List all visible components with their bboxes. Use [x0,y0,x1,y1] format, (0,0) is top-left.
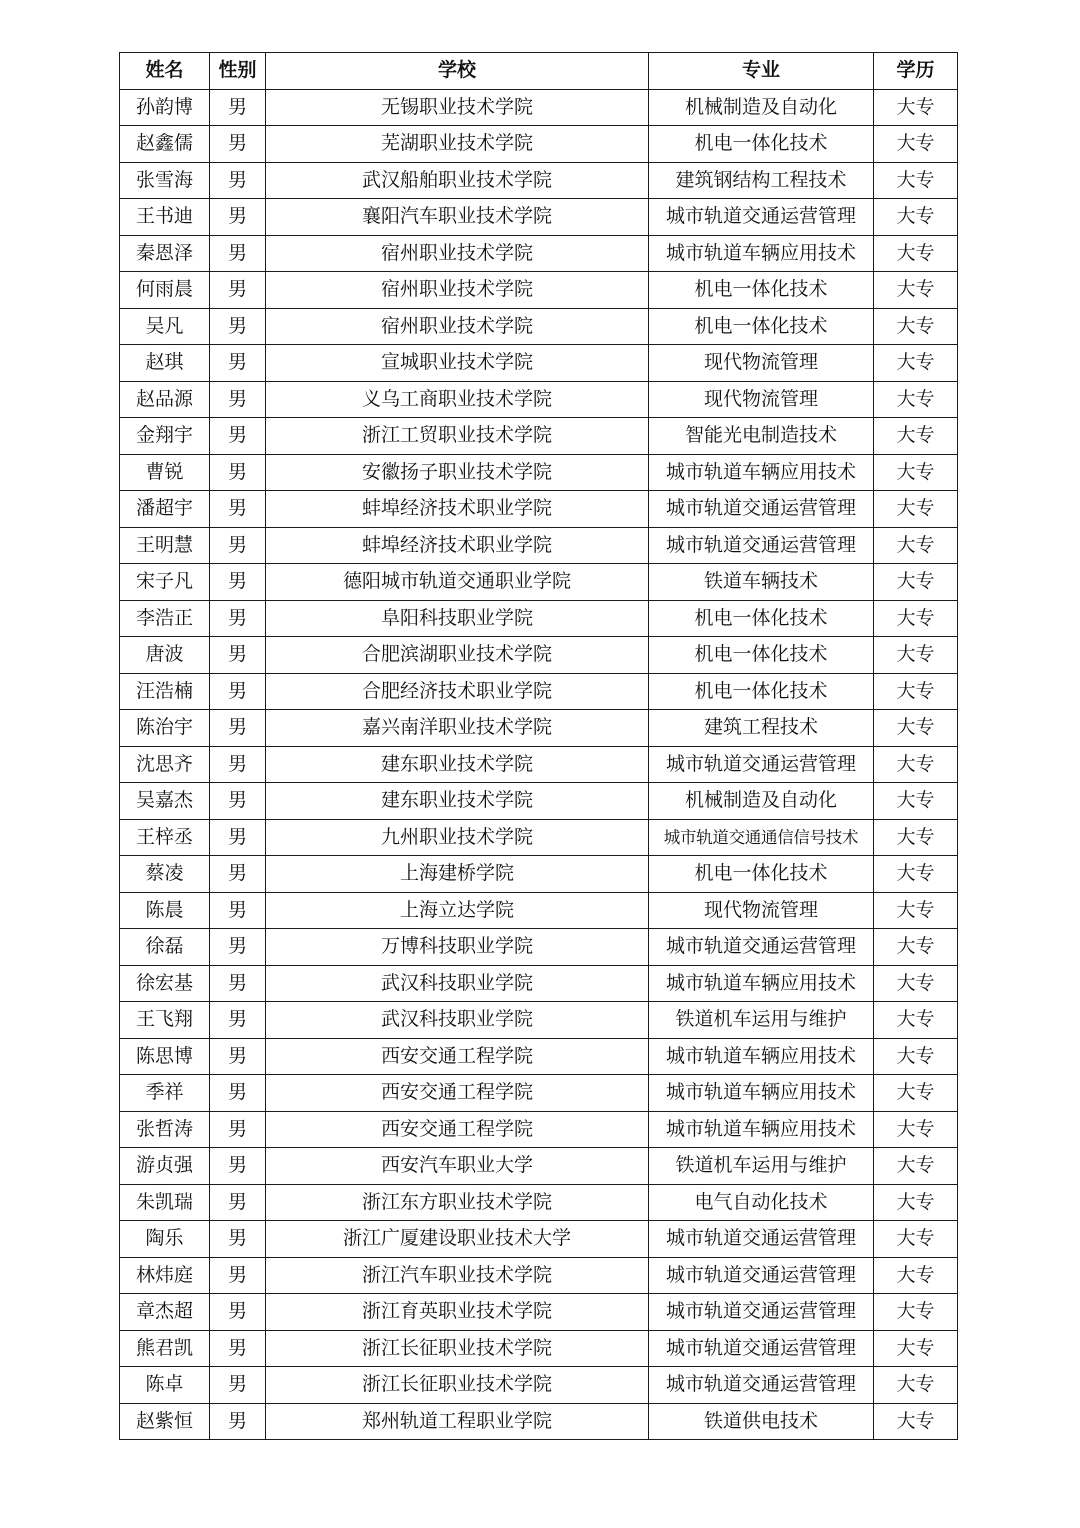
cell-gender: 男 [210,454,266,491]
cell-gender: 男 [210,1367,266,1404]
cell-name: 赵琪 [120,345,210,382]
cell-gender: 男 [210,1075,266,1112]
cell-major: 城市轨道交通运营管理 [649,1330,874,1367]
roster-table [119,52,958,1440]
cell-name: 秦恩泽 [120,235,210,272]
table-row [120,454,958,491]
cell-education: 大专 [874,527,958,564]
table-row [120,564,958,601]
cell-gender: 男 [210,126,266,163]
cell-name: 王书迪 [120,199,210,236]
cell-school: 西安交通工程学院 [266,1111,649,1148]
table-body [120,89,958,1440]
cell-name: 赵品源 [120,381,210,418]
cell-major: 智能光电制造技术 [649,418,874,455]
cell-education: 大专 [874,1038,958,1075]
cell-name: 季祥 [120,1075,210,1112]
cell-major: 城市轨道交通运营管理 [649,1221,874,1258]
cell-major: 城市轨道交通运营管理 [649,199,874,236]
cell-major: 城市轨道车辆应用技术 [649,1038,874,1075]
cell-major: 机电一体化技术 [649,673,874,710]
cell-name: 赵紫恒 [120,1403,210,1440]
table-row [120,235,958,272]
cell-gender: 男 [210,600,266,637]
table-row [120,491,958,528]
table-row [120,199,958,236]
cell-gender: 男 [210,199,266,236]
cell-major: 机电一体化技术 [649,637,874,674]
cell-gender: 男 [210,564,266,601]
cell-major: 铁道机车运用与维护 [649,1148,874,1185]
cell-education: 大专 [874,308,958,345]
cell-major: 城市轨道交通运营管理 [649,1294,874,1331]
cell-education: 大专 [874,89,958,126]
table-row [120,1038,958,1075]
cell-education: 大专 [874,819,958,856]
cell-major: 现代物流管理 [649,892,874,929]
table-row [120,381,958,418]
cell-name: 宋子凡 [120,564,210,601]
cell-education: 大专 [874,600,958,637]
cell-name: 沈思齐 [120,746,210,783]
cell-name: 徐磊 [120,929,210,966]
table-row [120,1148,958,1185]
cell-major: 机电一体化技术 [649,272,874,309]
cell-gender: 男 [210,783,266,820]
cell-major: 机械制造及自动化 [649,89,874,126]
cell-school: 西安交通工程学院 [266,1038,649,1075]
cell-school: 蚌埠经济技术职业学院 [266,527,649,564]
cell-school: 西安交通工程学院 [266,1075,649,1112]
cell-name: 汪浩楠 [120,673,210,710]
cell-school: 浙江工贸职业技术学院 [266,418,649,455]
cell-gender: 男 [210,746,266,783]
cell-education: 大专 [874,1367,958,1404]
cell-gender: 男 [210,345,266,382]
cell-name: 林炜庭 [120,1257,210,1294]
table-header-row [120,53,958,90]
table-row [120,1294,958,1331]
cell-name: 唐波 [120,637,210,674]
cell-major: 城市轨道交通运营管理 [649,929,874,966]
cell-name: 赵鑫儒 [120,126,210,163]
cell-gender: 男 [210,1148,266,1185]
table-row [120,673,958,710]
cell-name: 蔡凌 [120,856,210,893]
cell-school: 武汉船舶职业技术学院 [266,162,649,199]
table-row [120,1221,958,1258]
table-row [120,272,958,309]
table-row [120,345,958,382]
table-row [120,308,958,345]
cell-major: 城市轨道交通运营管理 [649,746,874,783]
cell-school: 义乌工商职业技术学院 [266,381,649,418]
table-row [120,527,958,564]
header-school: 学校 [266,53,649,90]
cell-school: 上海建桥学院 [266,856,649,893]
cell-name: 陈治宇 [120,710,210,747]
cell-gender: 男 [210,965,266,1002]
table-row [120,929,958,966]
cell-major: 电气自动化技术 [649,1184,874,1221]
cell-gender: 男 [210,491,266,528]
cell-major: 城市轨道车辆应用技术 [649,965,874,1002]
cell-education: 大专 [874,199,958,236]
cell-education: 大专 [874,345,958,382]
cell-gender: 男 [210,272,266,309]
cell-name: 陶乐 [120,1221,210,1258]
cell-major: 城市轨道车辆应用技术 [649,1075,874,1112]
header-major: 专业 [649,53,874,90]
table-row [120,600,958,637]
cell-major: 城市轨道车辆应用技术 [649,1111,874,1148]
cell-name: 章杰超 [120,1294,210,1331]
table-row [120,162,958,199]
cell-school: 德阳城市轨道交通职业学院 [266,564,649,601]
cell-name: 张雪海 [120,162,210,199]
cell-education: 大专 [874,892,958,929]
cell-gender: 男 [210,527,266,564]
table-row [120,783,958,820]
cell-school: 襄阳汽车职业技术学院 [266,199,649,236]
table-row [120,418,958,455]
cell-gender: 男 [210,710,266,747]
cell-education: 大专 [874,637,958,674]
cell-gender: 男 [210,1330,266,1367]
cell-education: 大专 [874,746,958,783]
cell-name: 曹锐 [120,454,210,491]
table-row [120,126,958,163]
table-row [120,965,958,1002]
cell-school: 建东职业技术学院 [266,783,649,820]
cell-education: 大专 [874,710,958,747]
cell-education: 大专 [874,381,958,418]
table-row [120,1403,958,1440]
cell-school: 无锡职业技术学院 [266,89,649,126]
cell-gender: 男 [210,381,266,418]
cell-education: 大专 [874,929,958,966]
cell-school: 宿州职业技术学院 [266,308,649,345]
cell-major: 城市轨道交通通信信号技术 [649,819,874,856]
cell-education: 大专 [874,783,958,820]
cell-education: 大专 [874,1257,958,1294]
cell-school: 宣城职业技术学院 [266,345,649,382]
cell-name: 王梓丞 [120,819,210,856]
cell-gender: 男 [210,1294,266,1331]
header-education: 学历 [874,53,958,90]
cell-major: 城市轨道交通运营管理 [649,1257,874,1294]
cell-school: 郑州轨道工程职业学院 [266,1403,649,1440]
cell-gender: 男 [210,1221,266,1258]
table-row [120,1367,958,1404]
cell-gender: 男 [210,673,266,710]
table-row [120,1075,958,1112]
cell-school: 浙江汽车职业技术学院 [266,1257,649,1294]
cell-school: 浙江长征职业技术学院 [266,1367,649,1404]
cell-name: 张哲涛 [120,1111,210,1148]
cell-education: 大专 [874,965,958,1002]
cell-education: 大专 [874,1221,958,1258]
cell-gender: 男 [210,929,266,966]
cell-school: 万博科技职业学院 [266,929,649,966]
cell-school: 安徽扬子职业技术学院 [266,454,649,491]
cell-name: 徐宏基 [120,965,210,1002]
cell-gender: 男 [210,819,266,856]
cell-gender: 男 [210,162,266,199]
cell-gender: 男 [210,1403,266,1440]
cell-major: 机电一体化技术 [649,856,874,893]
cell-education: 大专 [874,272,958,309]
table-row [120,89,958,126]
header-gender: 性别 [210,53,266,90]
cell-name: 陈晨 [120,892,210,929]
cell-gender: 男 [210,1184,266,1221]
cell-major: 建筑钢结构工程技术 [649,162,874,199]
cell-name: 陈卓 [120,1367,210,1404]
cell-gender: 男 [210,1111,266,1148]
cell-education: 大专 [874,1002,958,1039]
table-row [120,856,958,893]
cell-school: 浙江长征职业技术学院 [266,1330,649,1367]
cell-education: 大专 [874,1148,958,1185]
cell-school: 武汉科技职业学院 [266,965,649,1002]
cell-gender: 男 [210,1257,266,1294]
cell-school: 合肥滨湖职业技术学院 [266,637,649,674]
table-row [120,1330,958,1367]
cell-gender: 男 [210,1038,266,1075]
cell-major: 铁道车辆技术 [649,564,874,601]
table-row [120,1257,958,1294]
cell-education: 大专 [874,491,958,528]
cell-education: 大专 [874,1111,958,1148]
cell-gender: 男 [210,235,266,272]
cell-major: 现代物流管理 [649,381,874,418]
cell-school: 建东职业技术学院 [266,746,649,783]
cell-major: 机电一体化技术 [649,600,874,637]
cell-major: 铁道供电技术 [649,1403,874,1440]
header-name: 姓名 [120,53,210,90]
cell-education: 大专 [874,1403,958,1440]
cell-gender: 男 [210,637,266,674]
cell-major: 铁道机车运用与维护 [649,1002,874,1039]
cell-school: 西安汽车职业大学 [266,1148,649,1185]
cell-name: 朱凯瑞 [120,1184,210,1221]
cell-education: 大专 [874,673,958,710]
cell-school: 蚌埠经济技术职业学院 [266,491,649,528]
cell-major: 机电一体化技术 [649,308,874,345]
cell-school: 宿州职业技术学院 [266,272,649,309]
cell-education: 大专 [874,1075,958,1112]
table-row [120,637,958,674]
cell-major: 城市轨道车辆应用技术 [649,235,874,272]
cell-name: 陈思博 [120,1038,210,1075]
cell-school: 浙江广厦建设职业技术大学 [266,1221,649,1258]
cell-education: 大专 [874,454,958,491]
cell-gender: 男 [210,89,266,126]
cell-major: 建筑工程技术 [649,710,874,747]
cell-education: 大专 [874,564,958,601]
table-row [120,892,958,929]
cell-name: 吴嘉杰 [120,783,210,820]
cell-name: 游贞强 [120,1148,210,1185]
cell-education: 大专 [874,1294,958,1331]
cell-education: 大专 [874,162,958,199]
cell-major: 城市轨道交通运营管理 [649,527,874,564]
cell-gender: 男 [210,1002,266,1039]
cell-education: 大专 [874,235,958,272]
cell-name: 李浩正 [120,600,210,637]
table-row [120,1111,958,1148]
cell-education: 大专 [874,126,958,163]
cell-name: 王飞翔 [120,1002,210,1039]
cell-school: 合肥经济技术职业学院 [266,673,649,710]
table-row [120,819,958,856]
cell-education: 大专 [874,418,958,455]
cell-school: 上海立达学院 [266,892,649,929]
cell-education: 大专 [874,856,958,893]
table-row [120,1184,958,1221]
cell-name: 吴凡 [120,308,210,345]
cell-gender: 男 [210,418,266,455]
cell-gender: 男 [210,308,266,345]
cell-name: 熊君凯 [120,1330,210,1367]
cell-school: 阜阳科技职业学院 [266,600,649,637]
cell-education: 大专 [874,1330,958,1367]
cell-gender: 男 [210,856,266,893]
table-row [120,746,958,783]
cell-school: 宿州职业技术学院 [266,235,649,272]
cell-school: 嘉兴南洋职业技术学院 [266,710,649,747]
cell-school: 浙江育英职业技术学院 [266,1294,649,1331]
cell-major: 机械制造及自动化 [649,783,874,820]
cell-name: 孙韵博 [120,89,210,126]
cell-major: 现代物流管理 [649,345,874,382]
cell-major: 城市轨道车辆应用技术 [649,454,874,491]
cell-name: 金翔宇 [120,418,210,455]
cell-name: 何雨晨 [120,272,210,309]
cell-major: 机电一体化技术 [649,126,874,163]
cell-major: 城市轨道交通运营管理 [649,491,874,528]
cell-major: 城市轨道交通运营管理 [649,1367,874,1404]
table-row [120,1002,958,1039]
table-row [120,710,958,747]
cell-education: 大专 [874,1184,958,1221]
cell-school: 浙江东方职业技术学院 [266,1184,649,1221]
cell-school: 武汉科技职业学院 [266,1002,649,1039]
cell-name: 王明慧 [120,527,210,564]
cell-gender: 男 [210,892,266,929]
cell-school: 芜湖职业技术学院 [266,126,649,163]
cell-school: 九州职业技术学院 [266,819,649,856]
cell-name: 潘超宇 [120,491,210,528]
